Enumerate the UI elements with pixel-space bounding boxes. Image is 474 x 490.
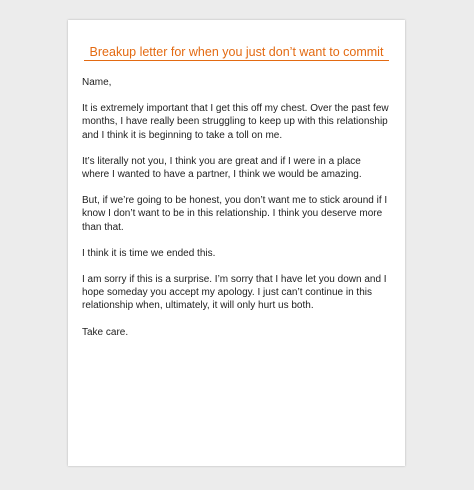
paragraph-line: know I don’t want to be in this relationship. I think you deserve more xyxy=(82,208,383,220)
title-underline xyxy=(84,60,389,61)
paragraph-line: where I wanted to have a partner, I think we would be amazing. xyxy=(82,169,362,181)
paragraph-2 xyxy=(82,155,394,181)
paragraph-line: hope someday you accept my apology. I just can’t continue in this xyxy=(82,287,372,299)
paragraph-line: months, I have really been struggling to keep up with this relationship xyxy=(82,116,388,128)
paragraph-line: relationship when, ultimately, it will only hurt us both. xyxy=(82,300,314,312)
paragraph-5 xyxy=(82,273,394,313)
paragraph-line: But, if we’re going to be honest, you don’t want me to stick around if I xyxy=(82,195,388,207)
letter-title: Breakup letter for when you just don’t want to commit xyxy=(89,45,384,59)
paragraph-line: It is extremely important that I get this off my chest. Over the past few xyxy=(82,103,389,115)
paragraph-line: and I think it is beginning to take a toll on me. xyxy=(82,129,283,141)
paragraph-3 xyxy=(82,194,394,234)
salutation: Name, xyxy=(82,77,112,88)
paragraph-1 xyxy=(82,102,394,142)
paragraph-line: It’s literally not you, I think you are great and if I were in a place xyxy=(82,155,361,167)
paragraph-line: than that. xyxy=(82,221,124,233)
paragraph-line: I think it is time we ended this. xyxy=(82,247,216,259)
letter-body xyxy=(82,76,394,352)
closing: Take care. xyxy=(82,326,129,338)
paragraph-line: I am sorry if this is a surprise. I’m sorry that I have let you down and I xyxy=(82,274,387,286)
paragraph-4 xyxy=(82,247,394,260)
letter-page xyxy=(68,20,405,466)
